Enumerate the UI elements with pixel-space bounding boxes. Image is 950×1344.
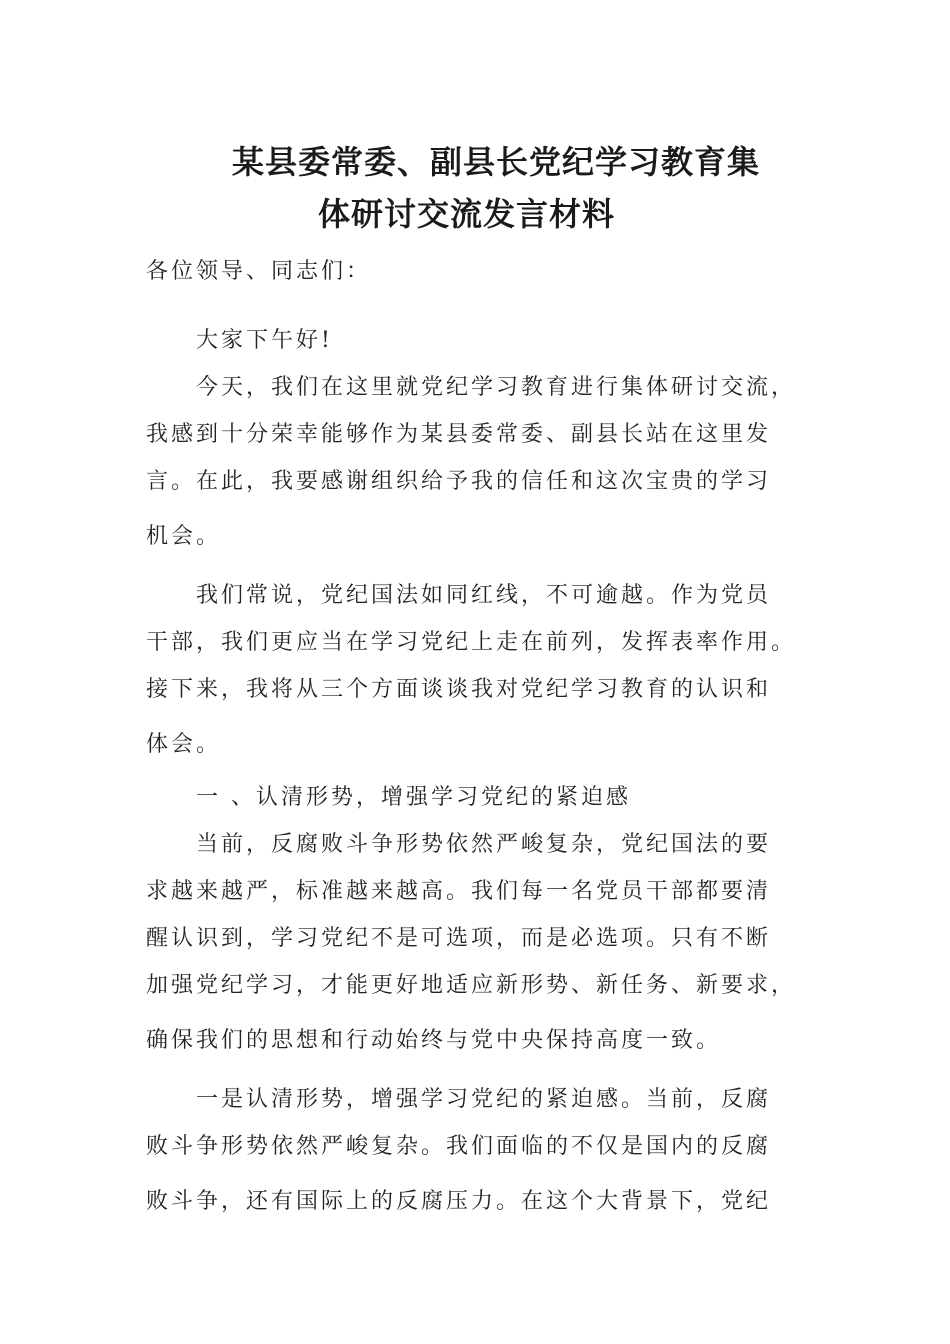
paragraph-line: 加强党纪学习，才能更好地适应新形势、新任务、新要求， <box>146 973 797 998</box>
paragraph-1 <box>146 364 810 560</box>
paragraph-line: 机会。 <box>146 524 222 549</box>
paragraph-line: 当前，反腐败斗争形势依然严峻复杂，党纪国法的要 <box>196 832 772 857</box>
paragraph-2 <box>146 572 810 768</box>
salutation: 各位领导、同志们： <box>146 259 372 284</box>
paragraph-line: 一是认清形势，增强学习党纪的紧迫感。当前，反腐 <box>196 1087 772 1112</box>
title-line-1: 某县委常委、副县长党纪学习教育集 <box>232 143 761 181</box>
paragraph-line: 我们常说，党纪国法如同红线，不可逾越。作为党员 <box>196 583 772 608</box>
document-body <box>146 248 810 1225</box>
document-title <box>0 136 950 240</box>
paragraph-line: 干部，我们更应当在学习党纪上走在前列，发挥表率作用。 <box>146 630 797 655</box>
paragraph-line: 体会。 <box>146 732 222 757</box>
paragraph-line: 言。在此，我要感谢组织给予我的信任和这次宝贵的学习 <box>146 469 772 494</box>
section-heading-1: 一 、认清形势，增强学习党纪的紧迫感 <box>196 785 631 810</box>
paragraph-line: 今天，我们在这里就党纪学习教育进行集体研讨交流， <box>196 375 797 400</box>
paragraph-4 <box>146 1076 810 1225</box>
paragraph-line: 我感到十分荣幸能够作为某县委常委、副县长站在这里发 <box>146 422 772 447</box>
paragraph-line: 确保我们的思想和行动始终与党中央保持高度一致。 <box>146 1028 722 1053</box>
paragraph-line: 醒认识到，学习党纪不是可选项，而是必选项。只有不断 <box>146 926 772 951</box>
title-line-2: 体研讨交流发言材料 <box>318 195 616 233</box>
paragraph-3 <box>146 821 810 1064</box>
paragraph-line: 败斗争形势依然严峻复杂。我们面临的不仅是国内的反腐 <box>146 1134 772 1159</box>
greeting: 大家下午好! <box>196 328 333 353</box>
paragraph-line: 接下来，我将从三个方面谈谈我对党纪学习教育的认识和 <box>146 677 772 702</box>
paragraph-line: 求越来越严，标准越来越高。我们每一名党员干部都要清 <box>146 879 772 904</box>
paragraph-line: 败斗争，还有国际上的反腐压力。在这个大背景下，党纪 <box>146 1189 772 1214</box>
